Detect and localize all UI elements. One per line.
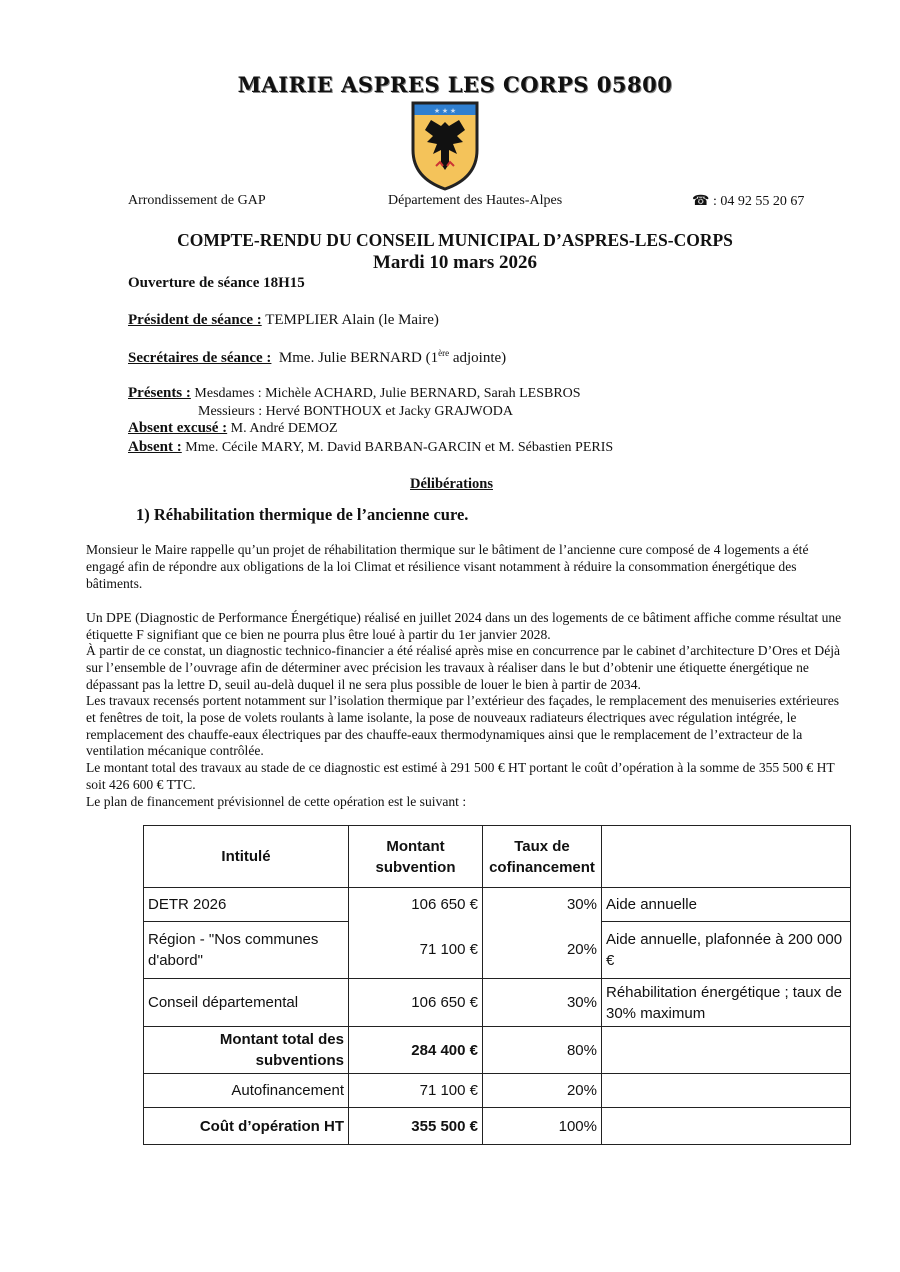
svg-text:★ ★ ★: ★ ★ ★ [433,107,457,115]
paragraph: Le montant total des travaux au stade de ce diagnostic est estimé à 291 500 € HT portant le coût d’opération à la somme de 355 500 € HT soit 426 600 € TTC. [86,760,835,792]
cell [602,1027,851,1074]
document-title: COMPTE-RENDU DU CONSEIL MUNICIPAL D’ASPRES-LES-CORPS [177,230,733,250]
cell: 71 100 € [349,922,483,979]
phone-number: : 04 92 55 20 67 [712,194,805,209]
cell: 106 650 € [349,979,483,1027]
cell: 30% [483,979,602,1027]
cell: Coût d’opération HT [144,1108,349,1145]
cell: 80% [483,1027,602,1074]
absent-label: Absent : [128,439,182,455]
president-label: Président de séance : [128,312,262,328]
table-row [144,1074,851,1108]
paragraph: À partir de ce constat, un diagnostic technico-financier a été réalisé après mise en concurrence par le cabinet d’architecture D’Ores et Déjà sur l’ensemble de l’ouvrage afin de déterminer avec précision les travaux à réaliser dans le but d’obtenir une étiquette énergétique ne dépassant pas la lettre D, seuil au-delà duquel il ne sera plus possible de louer le bien à partir de 2034. [86,643,841,692]
cell: Conseil départemental [144,979,349,1027]
departement: Département des Hautes-Alpes [388,193,563,208]
presents-label: Présents : [128,385,191,401]
deliberations-heading: Délibérations [410,476,493,492]
header-cell [602,826,851,888]
table-row [144,922,851,979]
cell: 284 400 € [349,1027,483,1074]
secretaires-sup: ère [438,348,450,358]
cell: 355 500 € [349,1108,483,1145]
absent-value: Mme. Cécile MARY, M. David BARBAN-GARCIN et M. Sébastien PERIS [181,440,614,455]
cell: Aide annuelle, plafonnée à 200 000 € [602,922,851,979]
cell: Réhabilitation énergétique ; taux de 30% maximum [602,979,851,1027]
cell: Aide annuelle [602,888,851,922]
header-cell: Taux de cofinancement [483,826,602,888]
cell: 20% [483,922,602,979]
cell: Autofinancement [144,1074,349,1108]
mairie-heading: MAIRIE ASPRES LES CORPS 05800 [237,72,673,97]
paragraph: Monsieur le Maire rappelle qu’un projet de réhabilitation thermique sur le bâtiment de l’ancienne cure composé de 4 logements a été engagé afin de répondre aux obligations de la loi Climat et résilience visant notamment à réduire la consommation énergétique des bâtiments. [86,542,809,591]
paragraph: Les travaux recensés portent notamment sur l’isolation thermique par l’extérieur des façades, le remplacement des menuiseries extérieures et fenêtres de toit, la pose de volets roulants à lame isolante, la pose de nouveaux radiateurs électriques avec régulation intégrée, le remplacement des chauffe-eaux électriques par des chauffe-eaux thermodynamiques ainsi que le remplacement de l’extracteur de la ventilation mécanique contrôlée. [86,693,840,759]
paragraph: Un DPE (Diagnostic de Performance Énergétique) réalisé en juillet 2024 dans un des logements de ce bâtiment affiche comme résultat une étiquette F signifiant que ce bien ne pourra plus être loué à partir du 1er janvier 2028. [86,610,842,642]
cell: Montant total des subventions [144,1027,349,1074]
meeting-date: Mardi 10 mars 2026 [372,252,538,273]
cell: DETR 2026 [144,888,349,922]
cell [602,1074,851,1108]
arrondissement: Arrondissement de GAP [128,193,266,208]
presents-mesdames: Mesdames : Michèle ACHARD, Julie BERNARD, Sarah LESBROS [190,386,581,401]
coat-of-arms-logo [410,100,480,192]
secretaires-label: Secrétaires de séance : [128,350,272,366]
table-row [144,1027,851,1074]
cell: 30% [483,888,602,922]
table-row [144,1108,851,1145]
table-header-row [144,826,851,888]
cell: 20% [483,1074,602,1108]
header-cell: Intitulé [144,826,349,888]
cell: 100% [483,1108,602,1145]
absent-excuse-label: Absent excusé : [128,420,228,436]
president-value: TEMPLIER Alain (le Maire) [261,312,439,328]
header-cell: Montant subvention [349,826,483,888]
secretaires-value: Mme. Julie BERNARD (1 [278,350,439,366]
absent-excuse-value: M. André DEMOZ [227,421,338,436]
cell: Région - "Nos communes d'abord" [144,922,349,979]
cell [602,1108,851,1145]
cell: 71 100 € [349,1074,483,1108]
presents-messieurs: Messieurs : Hervé BONTHOUX et Jacky GRAJWODA [198,404,513,419]
secretaires-value2: adjointe) [449,350,507,366]
financing-table [143,825,851,1145]
telephone-icon: ☎ [692,194,710,209]
cell: 106 650 € [349,888,483,922]
table-row [144,979,851,1027]
section-heading: 1) Réhabilitation thermique de l’ancienne cure. [136,505,469,524]
table-row [144,888,851,922]
paragraph: Le plan de financement prévisionnel de cette opération est le suivant : [86,794,467,809]
ouverture: Ouverture de séance 18H15 [128,275,305,291]
